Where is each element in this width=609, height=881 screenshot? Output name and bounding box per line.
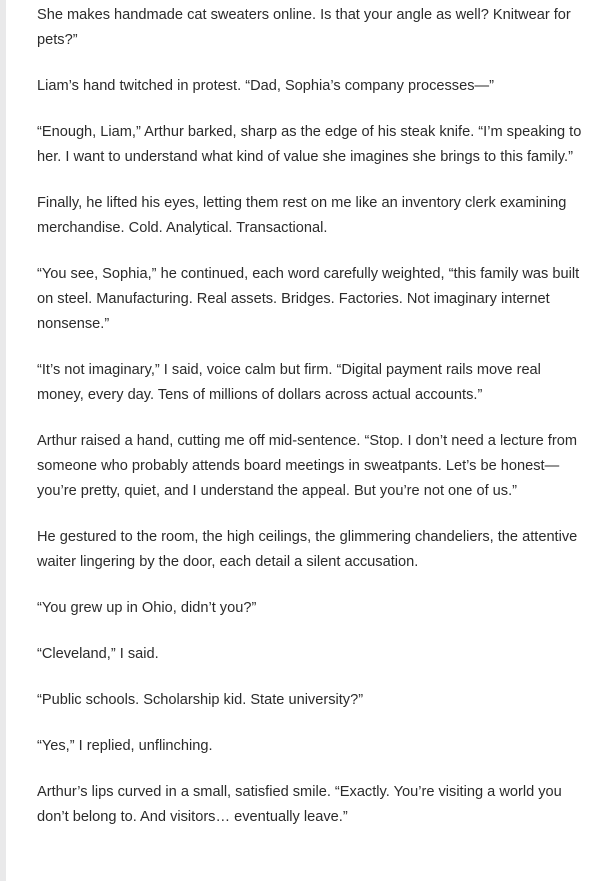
left-margin-rule	[0, 0, 6, 881]
paragraph: “Enough, Liam,” Arthur barked, sharp as the edge of his steak knife. “I’m speaking to her. I want to understand what kind of value she imagines she brings to this family.”	[37, 124, 582, 165]
paragraph: “You see, Sophia,” he continued, each word carefully weighted, “this family was built on steel. Manufacturing. Real assets. Bridges. Factories. Not imaginary internet nonsense.”	[37, 266, 580, 332]
paragraph: “Cleveland,” I said.	[37, 646, 159, 662]
story-text	[37, 3, 589, 851]
paragraph: She makes handmade cat sweaters online. Is that your angle as well? Knitwear for pets?”	[37, 7, 571, 48]
paragraph: Arthur raised a hand, cutting me off mid-sentence. “Stop. I don’t need a lecture from someone who probably attends board meetings in sweatpants. Let’s be honest—you’re pretty, quiet, and I understand the appeal. But you’re not one of us.”	[37, 433, 577, 499]
paragraph: Finally, he lifted his eyes, letting them rest on me like an inventory clerk examining merchandise. Cold. Analytical. Transactional.	[37, 195, 567, 236]
paragraph: “You grew up in Ohio, didn’t you?”	[37, 600, 257, 616]
paragraph: “Public schools. Scholarship kid. State university?”	[37, 692, 364, 708]
paragraph: “It’s not imaginary,” I said, voice calm but firm. “Digital payment rails move real money, every day. Tens of millions of dollars across actual accounts.”	[37, 362, 541, 403]
paragraph: He gestured to the room, the high ceilings, the glimmering chandeliers, the attentive waiter lingering by the door, each detail a silent accusation.	[37, 529, 578, 570]
paragraph: “Yes,” I replied, unflinching.	[37, 738, 213, 754]
paragraph: Liam’s hand twitched in protest. “Dad, Sophia’s company processes—”	[37, 78, 494, 94]
paragraph: Arthur’s lips curved in a small, satisfied smile. “Exactly. You’re visiting a world you don’t belong to. And visitors… eventually leave.”	[37, 784, 562, 825]
